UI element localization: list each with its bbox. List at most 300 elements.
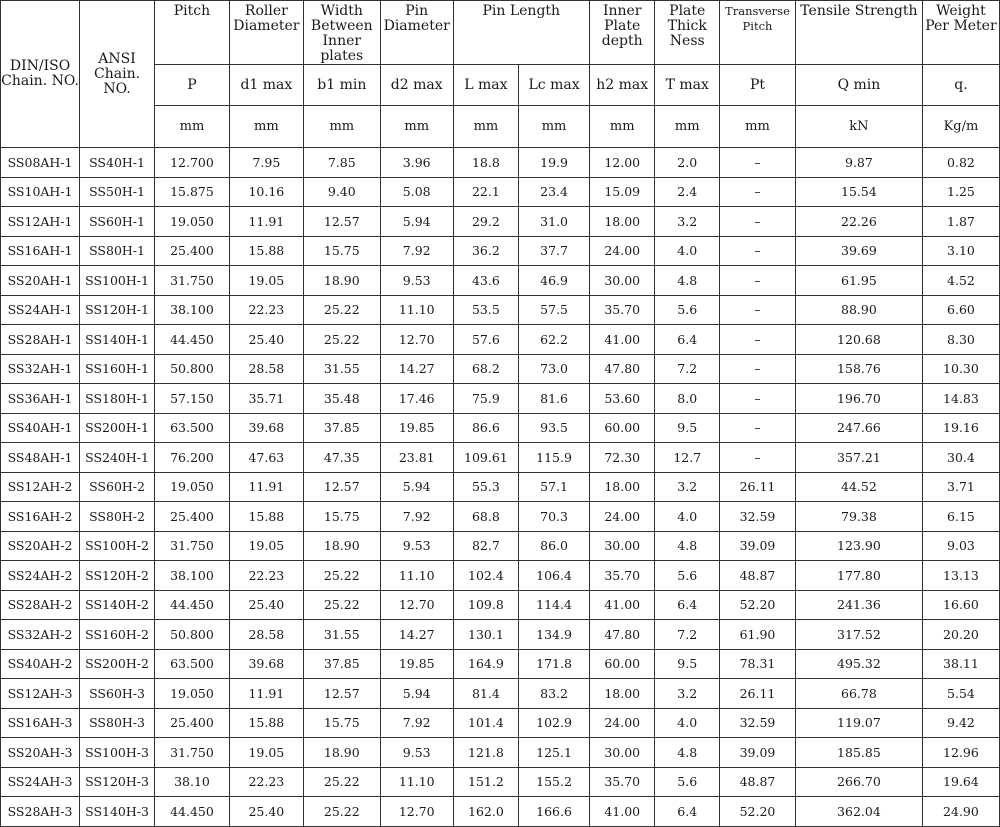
cell-ansi-chain-no: SS240H-1 bbox=[80, 443, 155, 473]
cell-tensile-strength: 119.07 bbox=[795, 708, 922, 738]
cell-pin-diameter: 11.10 bbox=[380, 561, 453, 591]
symbol-pin-length-lc: Lc max bbox=[519, 65, 590, 106]
cell-din-chain-no: SS32AH-1 bbox=[1, 354, 80, 384]
table-row bbox=[1, 413, 1000, 443]
cell-inner-plate-depth: 41.00 bbox=[589, 797, 655, 827]
cell-din-chain-no: SS10AH-1 bbox=[1, 177, 80, 207]
cell-roller-diameter: 19.05 bbox=[229, 266, 303, 296]
cell-inner-plate-depth: 41.00 bbox=[589, 590, 655, 620]
cell-din-chain-no: SS32AH-2 bbox=[1, 620, 80, 650]
table-row bbox=[1, 472, 1000, 502]
cell-width-between-inner-plates: 9.40 bbox=[303, 177, 380, 207]
cell-pin-diameter: 3.96 bbox=[380, 148, 453, 178]
cell-pin-length-lc: 81.6 bbox=[519, 384, 590, 414]
cell-inner-plate-depth: 18.00 bbox=[589, 679, 655, 709]
cell-pin-length-lc: 23.4 bbox=[519, 177, 590, 207]
cell-weight-per-meter: 3.10 bbox=[922, 236, 999, 266]
cell-ansi-chain-no: SS80H-1 bbox=[80, 236, 155, 266]
cell-ansi-chain-no: SS120H-2 bbox=[80, 561, 155, 591]
cell-roller-diameter: 35.71 bbox=[229, 384, 303, 414]
header-inner-plate-depth: Inner Plate depth bbox=[589, 1, 655, 65]
cell-ansi-chain-no: SS60H-3 bbox=[80, 679, 155, 709]
cell-roller-diameter: 15.88 bbox=[229, 236, 303, 266]
cell-plate-thickness: 3.2 bbox=[655, 679, 720, 709]
cell-pin-length-l: 36.2 bbox=[453, 236, 519, 266]
cell-weight-per-meter: 24.90 bbox=[922, 797, 999, 827]
cell-pin-diameter: 9.53 bbox=[380, 266, 453, 296]
table-row bbox=[1, 767, 1000, 797]
cell-ansi-chain-no: SS200H-2 bbox=[80, 649, 155, 679]
cell-tensile-strength: 15.54 bbox=[795, 177, 922, 207]
cell-inner-plate-depth: 30.00 bbox=[589, 266, 655, 296]
cell-pin-length-l: 82.7 bbox=[453, 531, 519, 561]
cell-plate-thickness: 4.8 bbox=[655, 531, 720, 561]
cell-tensile-strength: 495.32 bbox=[795, 649, 922, 679]
cell-pin-length-l: 43.6 bbox=[453, 266, 519, 296]
cell-tensile-strength: 44.52 bbox=[795, 472, 922, 502]
cell-pin-length-lc: 37.7 bbox=[519, 236, 590, 266]
cell-pin-diameter: 9.53 bbox=[380, 738, 453, 768]
cell-roller-diameter: 10.16 bbox=[229, 177, 303, 207]
cell-weight-per-meter: 13.13 bbox=[922, 561, 999, 591]
cell-roller-diameter: 22.23 bbox=[229, 561, 303, 591]
cell-roller-diameter: 11.91 bbox=[229, 207, 303, 237]
header-roller-diameter: Roller Diameter bbox=[229, 1, 303, 65]
cell-inner-plate-depth: 24.00 bbox=[589, 236, 655, 266]
cell-ansi-chain-no: SS120H-3 bbox=[80, 767, 155, 797]
cell-plate-thickness: 7.2 bbox=[655, 620, 720, 650]
cell-width-between-inner-plates: 18.90 bbox=[303, 738, 380, 768]
cell-transverse-pitch: – bbox=[720, 148, 796, 178]
cell-plate-thickness: 7.2 bbox=[655, 354, 720, 384]
cell-roller-diameter: 39.68 bbox=[229, 649, 303, 679]
cell-plate-thickness: 4.0 bbox=[655, 708, 720, 738]
cell-din-chain-no: SS28AH-1 bbox=[1, 325, 80, 355]
cell-din-chain-no: SS40AH-1 bbox=[1, 413, 80, 443]
cell-width-between-inner-plates: 7.85 bbox=[303, 148, 380, 178]
cell-pin-diameter: 19.85 bbox=[380, 413, 453, 443]
cell-pin-diameter: 5.94 bbox=[380, 472, 453, 502]
cell-inner-plate-depth: 15.09 bbox=[589, 177, 655, 207]
cell-pitch: 44.450 bbox=[155, 797, 230, 827]
cell-ansi-chain-no: SS40H-1 bbox=[80, 148, 155, 178]
cell-ansi-chain-no: SS180H-1 bbox=[80, 384, 155, 414]
cell-pin-length-lc: 57.1 bbox=[519, 472, 590, 502]
cell-plate-thickness: 4.8 bbox=[655, 266, 720, 296]
cell-pin-length-l: 86.6 bbox=[453, 413, 519, 443]
cell-roller-diameter: 15.88 bbox=[229, 708, 303, 738]
cell-plate-thickness: 9.5 bbox=[655, 649, 720, 679]
cell-ansi-chain-no: SS80H-3 bbox=[80, 708, 155, 738]
cell-weight-per-meter: 12.96 bbox=[922, 738, 999, 768]
cell-plate-thickness: 6.4 bbox=[655, 590, 720, 620]
cell-transverse-pitch: 39.09 bbox=[720, 738, 796, 768]
cell-width-between-inner-plates: 35.48 bbox=[303, 384, 380, 414]
header-names-row bbox=[1, 1, 1000, 65]
cell-roller-diameter: 22.23 bbox=[229, 767, 303, 797]
cell-weight-per-meter: 1.87 bbox=[922, 207, 999, 237]
unit-tensile-strength: kN bbox=[795, 106, 922, 148]
symbol-roller-diameter: d1 max bbox=[229, 65, 303, 106]
cell-roller-diameter: 19.05 bbox=[229, 738, 303, 768]
cell-tensile-strength: 123.90 bbox=[795, 531, 922, 561]
cell-roller-diameter: 47.63 bbox=[229, 443, 303, 473]
cell-pin-length-l: 53.5 bbox=[453, 295, 519, 325]
cell-transverse-pitch: 39.09 bbox=[720, 531, 796, 561]
cell-pitch: 50.800 bbox=[155, 620, 230, 650]
cell-pitch: 50.800 bbox=[155, 354, 230, 384]
cell-weight-per-meter: 19.16 bbox=[922, 413, 999, 443]
cell-transverse-pitch: – bbox=[720, 325, 796, 355]
cell-weight-per-meter: 14.83 bbox=[922, 384, 999, 414]
cell-pin-length-lc: 19.9 bbox=[519, 148, 590, 178]
cell-pin-diameter: 7.92 bbox=[380, 708, 453, 738]
cell-pin-diameter: 7.92 bbox=[380, 502, 453, 532]
cell-pin-length-l: 162.0 bbox=[453, 797, 519, 827]
cell-tensile-strength: 22.26 bbox=[795, 207, 922, 237]
header-pitch: Pitch bbox=[155, 1, 230, 65]
cell-transverse-pitch: – bbox=[720, 207, 796, 237]
cell-width-between-inner-plates: 25.22 bbox=[303, 797, 380, 827]
cell-pin-length-l: 22.1 bbox=[453, 177, 519, 207]
cell-pin-length-l: 57.6 bbox=[453, 325, 519, 355]
symbol-plate-thickness: T max bbox=[655, 65, 720, 106]
cell-din-chain-no: SS12AH-3 bbox=[1, 679, 80, 709]
cell-width-between-inner-plates: 25.22 bbox=[303, 590, 380, 620]
cell-pitch: 44.450 bbox=[155, 325, 230, 355]
cell-pitch: 25.400 bbox=[155, 236, 230, 266]
unit-plate-thickness: mm bbox=[655, 106, 720, 148]
cell-roller-diameter: 28.58 bbox=[229, 354, 303, 384]
cell-plate-thickness: 5.6 bbox=[655, 561, 720, 591]
cell-ansi-chain-no: SS140H-3 bbox=[80, 797, 155, 827]
cell-din-chain-no: SS12AH-1 bbox=[1, 207, 80, 237]
cell-pin-length-lc: 31.0 bbox=[519, 207, 590, 237]
unit-pitch: mm bbox=[155, 106, 230, 148]
cell-transverse-pitch: 52.20 bbox=[720, 590, 796, 620]
cell-pin-diameter: 19.85 bbox=[380, 649, 453, 679]
cell-weight-per-meter: 1.25 bbox=[922, 177, 999, 207]
cell-tensile-strength: 66.78 bbox=[795, 679, 922, 709]
cell-pin-length-lc: 46.9 bbox=[519, 266, 590, 296]
cell-pin-length-lc: 62.2 bbox=[519, 325, 590, 355]
cell-tensile-strength: 88.90 bbox=[795, 295, 922, 325]
cell-transverse-pitch: 78.31 bbox=[720, 649, 796, 679]
cell-inner-plate-depth: 35.70 bbox=[589, 295, 655, 325]
cell-pin-length-lc: 166.6 bbox=[519, 797, 590, 827]
cell-inner-plate-depth: 24.00 bbox=[589, 708, 655, 738]
cell-pitch: 31.750 bbox=[155, 531, 230, 561]
unit-inner-plate-depth: mm bbox=[589, 106, 655, 148]
cell-pin-length-l: 68.2 bbox=[453, 354, 519, 384]
header-ansi-chain-no: ANSI Chain. NO. bbox=[80, 1, 155, 148]
unit-pin-length-lc: mm bbox=[519, 106, 590, 148]
cell-roller-diameter: 11.91 bbox=[229, 472, 303, 502]
cell-roller-diameter: 11.91 bbox=[229, 679, 303, 709]
cell-roller-diameter: 22.23 bbox=[229, 295, 303, 325]
cell-pin-length-l: 121.8 bbox=[453, 738, 519, 768]
cell-pin-diameter: 5.94 bbox=[380, 207, 453, 237]
cell-plate-thickness: 6.4 bbox=[655, 797, 720, 827]
cell-transverse-pitch: – bbox=[720, 443, 796, 473]
cell-weight-per-meter: 6.15 bbox=[922, 502, 999, 532]
cell-pitch: 38.100 bbox=[155, 295, 230, 325]
cell-pin-length-lc: 73.0 bbox=[519, 354, 590, 384]
symbol-width: b1 min bbox=[303, 65, 380, 106]
cell-width-between-inner-plates: 18.90 bbox=[303, 266, 380, 296]
cell-tensile-strength: 185.85 bbox=[795, 738, 922, 768]
header-transverse-pitch: Transverse Pitch bbox=[720, 1, 796, 65]
cell-transverse-pitch: 26.11 bbox=[720, 472, 796, 502]
cell-pin-length-lc: 115.9 bbox=[519, 443, 590, 473]
cell-inner-plate-depth: 72.30 bbox=[589, 443, 655, 473]
cell-pin-length-l: 102.4 bbox=[453, 561, 519, 591]
cell-din-chain-no: SS40AH-2 bbox=[1, 649, 80, 679]
symbol-transverse-pitch: Pt bbox=[720, 65, 796, 106]
table-row bbox=[1, 590, 1000, 620]
cell-inner-plate-depth: 47.80 bbox=[589, 620, 655, 650]
cell-pitch: 38.100 bbox=[155, 561, 230, 591]
cell-inner-plate-depth: 47.80 bbox=[589, 354, 655, 384]
cell-width-between-inner-plates: 31.55 bbox=[303, 354, 380, 384]
cell-pin-length-l: 130.1 bbox=[453, 620, 519, 650]
cell-din-chain-no: SS16AH-2 bbox=[1, 502, 80, 532]
cell-tensile-strength: 61.95 bbox=[795, 266, 922, 296]
table-row bbox=[1, 443, 1000, 473]
cell-weight-per-meter: 10.30 bbox=[922, 354, 999, 384]
cell-pin-length-l: 109.61 bbox=[453, 443, 519, 473]
cell-plate-thickness: 3.2 bbox=[655, 207, 720, 237]
cell-plate-thickness: 4.0 bbox=[655, 502, 720, 532]
cell-weight-per-meter: 3.71 bbox=[922, 472, 999, 502]
table-row bbox=[1, 561, 1000, 591]
cell-pin-diameter: 17.46 bbox=[380, 384, 453, 414]
cell-width-between-inner-plates: 37.85 bbox=[303, 649, 380, 679]
cell-pin-diameter: 23.81 bbox=[380, 443, 453, 473]
cell-pitch: 25.400 bbox=[155, 502, 230, 532]
header-din-iso-chain-no: DIN/ISO Chain. NO. bbox=[1, 1, 80, 148]
cell-plate-thickness: 8.0 bbox=[655, 384, 720, 414]
cell-pin-length-lc: 57.5 bbox=[519, 295, 590, 325]
symbol-inner-plate-depth: h2 max bbox=[589, 65, 655, 106]
cell-inner-plate-depth: 30.00 bbox=[589, 531, 655, 561]
cell-pin-diameter: 12.70 bbox=[380, 590, 453, 620]
cell-inner-plate-depth: 18.00 bbox=[589, 207, 655, 237]
cell-inner-plate-depth: 53.60 bbox=[589, 384, 655, 414]
header-tensile-strength: Tensile Strength bbox=[795, 1, 922, 65]
cell-pitch: 15.875 bbox=[155, 177, 230, 207]
cell-pin-diameter: 12.70 bbox=[380, 797, 453, 827]
cell-inner-plate-depth: 60.00 bbox=[589, 649, 655, 679]
cell-tensile-strength: 158.76 bbox=[795, 354, 922, 384]
cell-pin-length-lc: 155.2 bbox=[519, 767, 590, 797]
cell-ansi-chain-no: SS60H-1 bbox=[80, 207, 155, 237]
cell-inner-plate-depth: 41.00 bbox=[589, 325, 655, 355]
cell-pin-length-l: 101.4 bbox=[453, 708, 519, 738]
cell-din-chain-no: SS16AH-3 bbox=[1, 708, 80, 738]
cell-pin-length-l: 18.8 bbox=[453, 148, 519, 178]
cell-transverse-pitch: – bbox=[720, 236, 796, 266]
unit-pin-length-l: mm bbox=[453, 106, 519, 148]
cell-plate-thickness: 12.7 bbox=[655, 443, 720, 473]
cell-tensile-strength: 241.36 bbox=[795, 590, 922, 620]
table-row bbox=[1, 207, 1000, 237]
cell-transverse-pitch: – bbox=[720, 266, 796, 296]
cell-pin-length-l: 164.9 bbox=[453, 649, 519, 679]
cell-pitch: 38.10 bbox=[155, 767, 230, 797]
table-row bbox=[1, 797, 1000, 827]
cell-roller-diameter: 25.40 bbox=[229, 325, 303, 355]
table-row bbox=[1, 236, 1000, 266]
cell-roller-diameter: 7.95 bbox=[229, 148, 303, 178]
cell-inner-plate-depth: 60.00 bbox=[589, 413, 655, 443]
unit-roller-diameter: mm bbox=[229, 106, 303, 148]
cell-plate-thickness: 9.5 bbox=[655, 413, 720, 443]
cell-inner-plate-depth: 24.00 bbox=[589, 502, 655, 532]
cell-tensile-strength: 9.87 bbox=[795, 148, 922, 178]
cell-weight-per-meter: 38.11 bbox=[922, 649, 999, 679]
cell-din-chain-no: SS28AH-2 bbox=[1, 590, 80, 620]
cell-pin-diameter: 5.08 bbox=[380, 177, 453, 207]
cell-ansi-chain-no: SS160H-1 bbox=[80, 354, 155, 384]
cell-pin-diameter: 11.10 bbox=[380, 295, 453, 325]
cell-tensile-strength: 196.70 bbox=[795, 384, 922, 414]
cell-pin-length-lc: 70.3 bbox=[519, 502, 590, 532]
cell-pin-length-lc: 134.9 bbox=[519, 620, 590, 650]
cell-width-between-inner-plates: 12.57 bbox=[303, 679, 380, 709]
cell-pin-diameter: 5.94 bbox=[380, 679, 453, 709]
cell-pitch: 44.450 bbox=[155, 590, 230, 620]
cell-pitch: 76.200 bbox=[155, 443, 230, 473]
cell-din-chain-no: SS12AH-2 bbox=[1, 472, 80, 502]
cell-tensile-strength: 247.66 bbox=[795, 413, 922, 443]
cell-weight-per-meter: 6.60 bbox=[922, 295, 999, 325]
header-plate-thickness: Plate Thick Ness bbox=[655, 1, 720, 65]
cell-inner-plate-depth: 30.00 bbox=[589, 738, 655, 768]
table-row bbox=[1, 679, 1000, 709]
cell-ansi-chain-no: SS160H-2 bbox=[80, 620, 155, 650]
cell-din-chain-no: SS08AH-1 bbox=[1, 148, 80, 178]
cell-pitch: 57.150 bbox=[155, 384, 230, 414]
cell-pin-diameter: 9.53 bbox=[380, 531, 453, 561]
header-pin-diameter: Pin Diameter bbox=[380, 1, 453, 65]
cell-weight-per-meter: 16.60 bbox=[922, 590, 999, 620]
cell-width-between-inner-plates: 12.57 bbox=[303, 472, 380, 502]
cell-plate-thickness: 4.8 bbox=[655, 738, 720, 768]
cell-transverse-pitch: – bbox=[720, 413, 796, 443]
cell-pin-diameter: 14.27 bbox=[380, 620, 453, 650]
cell-width-between-inner-plates: 15.75 bbox=[303, 236, 380, 266]
cell-weight-per-meter: 8.30 bbox=[922, 325, 999, 355]
cell-tensile-strength: 79.38 bbox=[795, 502, 922, 532]
cell-ansi-chain-no: SS50H-1 bbox=[80, 177, 155, 207]
cell-din-chain-no: SS16AH-1 bbox=[1, 236, 80, 266]
table-row bbox=[1, 325, 1000, 355]
table-row bbox=[1, 177, 1000, 207]
cell-tensile-strength: 120.68 bbox=[795, 325, 922, 355]
cell-din-chain-no: SS20AH-2 bbox=[1, 531, 80, 561]
unit-transverse-pitch: mm bbox=[720, 106, 796, 148]
cell-din-chain-no: SS20AH-1 bbox=[1, 266, 80, 296]
cell-pin-length-l: 55.3 bbox=[453, 472, 519, 502]
table-row bbox=[1, 620, 1000, 650]
cell-plate-thickness: 5.6 bbox=[655, 767, 720, 797]
cell-pin-length-lc: 125.1 bbox=[519, 738, 590, 768]
cell-transverse-pitch: – bbox=[720, 295, 796, 325]
cell-din-chain-no: SS48AH-1 bbox=[1, 443, 80, 473]
cell-ansi-chain-no: SS100H-2 bbox=[80, 531, 155, 561]
cell-plate-thickness: 2.4 bbox=[655, 177, 720, 207]
table-row bbox=[1, 148, 1000, 178]
cell-plate-thickness: 2.0 bbox=[655, 148, 720, 178]
cell-pitch: 19.050 bbox=[155, 472, 230, 502]
cell-pin-diameter: 12.70 bbox=[380, 325, 453, 355]
cell-transverse-pitch: 48.87 bbox=[720, 767, 796, 797]
cell-pin-length-l: 81.4 bbox=[453, 679, 519, 709]
cell-pin-length-l: 109.8 bbox=[453, 590, 519, 620]
cell-inner-plate-depth: 18.00 bbox=[589, 472, 655, 502]
cell-weight-per-meter: 9.42 bbox=[922, 708, 999, 738]
cell-pitch: 63.500 bbox=[155, 649, 230, 679]
table-row bbox=[1, 649, 1000, 679]
table-row bbox=[1, 738, 1000, 768]
cell-width-between-inner-plates: 25.22 bbox=[303, 325, 380, 355]
cell-din-chain-no: SS24AH-3 bbox=[1, 767, 80, 797]
cell-ansi-chain-no: SS120H-1 bbox=[80, 295, 155, 325]
cell-width-between-inner-plates: 18.90 bbox=[303, 531, 380, 561]
cell-transverse-pitch: – bbox=[720, 177, 796, 207]
cell-pin-length-lc: 102.9 bbox=[519, 708, 590, 738]
cell-weight-per-meter: 20.20 bbox=[922, 620, 999, 650]
cell-roller-diameter: 15.88 bbox=[229, 502, 303, 532]
cell-transverse-pitch: 32.59 bbox=[720, 708, 796, 738]
cell-pin-length-lc: 93.5 bbox=[519, 413, 590, 443]
cell-transverse-pitch: 52.20 bbox=[720, 797, 796, 827]
cell-ansi-chain-no: SS80H-2 bbox=[80, 502, 155, 532]
cell-weight-per-meter: 19.64 bbox=[922, 767, 999, 797]
cell-tensile-strength: 317.52 bbox=[795, 620, 922, 650]
unit-width: mm bbox=[303, 106, 380, 148]
table-row bbox=[1, 384, 1000, 414]
cell-roller-diameter: 28.58 bbox=[229, 620, 303, 650]
cell-tensile-strength: 177.80 bbox=[795, 561, 922, 591]
cell-pitch: 25.400 bbox=[155, 708, 230, 738]
header-pin-length: Pin Length bbox=[453, 1, 589, 65]
cell-width-between-inner-plates: 15.75 bbox=[303, 708, 380, 738]
cell-tensile-strength: 362.04 bbox=[795, 797, 922, 827]
symbol-pitch: P bbox=[155, 65, 230, 106]
header-weight-per-meter: Weight Per Meter bbox=[922, 1, 999, 65]
table-header bbox=[1, 1, 1000, 148]
table-row bbox=[1, 295, 1000, 325]
cell-pitch: 31.750 bbox=[155, 266, 230, 296]
table-row bbox=[1, 354, 1000, 384]
symbol-weight: q. bbox=[922, 65, 999, 106]
cell-ansi-chain-no: SS200H-1 bbox=[80, 413, 155, 443]
cell-transverse-pitch: – bbox=[720, 354, 796, 384]
cell-pitch: 63.500 bbox=[155, 413, 230, 443]
cell-pin-length-l: 29.2 bbox=[453, 207, 519, 237]
cell-width-between-inner-plates: 15.75 bbox=[303, 502, 380, 532]
cell-inner-plate-depth: 12.00 bbox=[589, 148, 655, 178]
cell-weight-per-meter: 30.4 bbox=[922, 443, 999, 473]
cell-plate-thickness: 5.6 bbox=[655, 295, 720, 325]
cell-plate-thickness: 3.2 bbox=[655, 472, 720, 502]
symbol-tensile-strength: Q min bbox=[795, 65, 922, 106]
cell-inner-plate-depth: 35.70 bbox=[589, 767, 655, 797]
cell-pin-diameter: 7.92 bbox=[380, 236, 453, 266]
cell-pin-length-l: 151.2 bbox=[453, 767, 519, 797]
